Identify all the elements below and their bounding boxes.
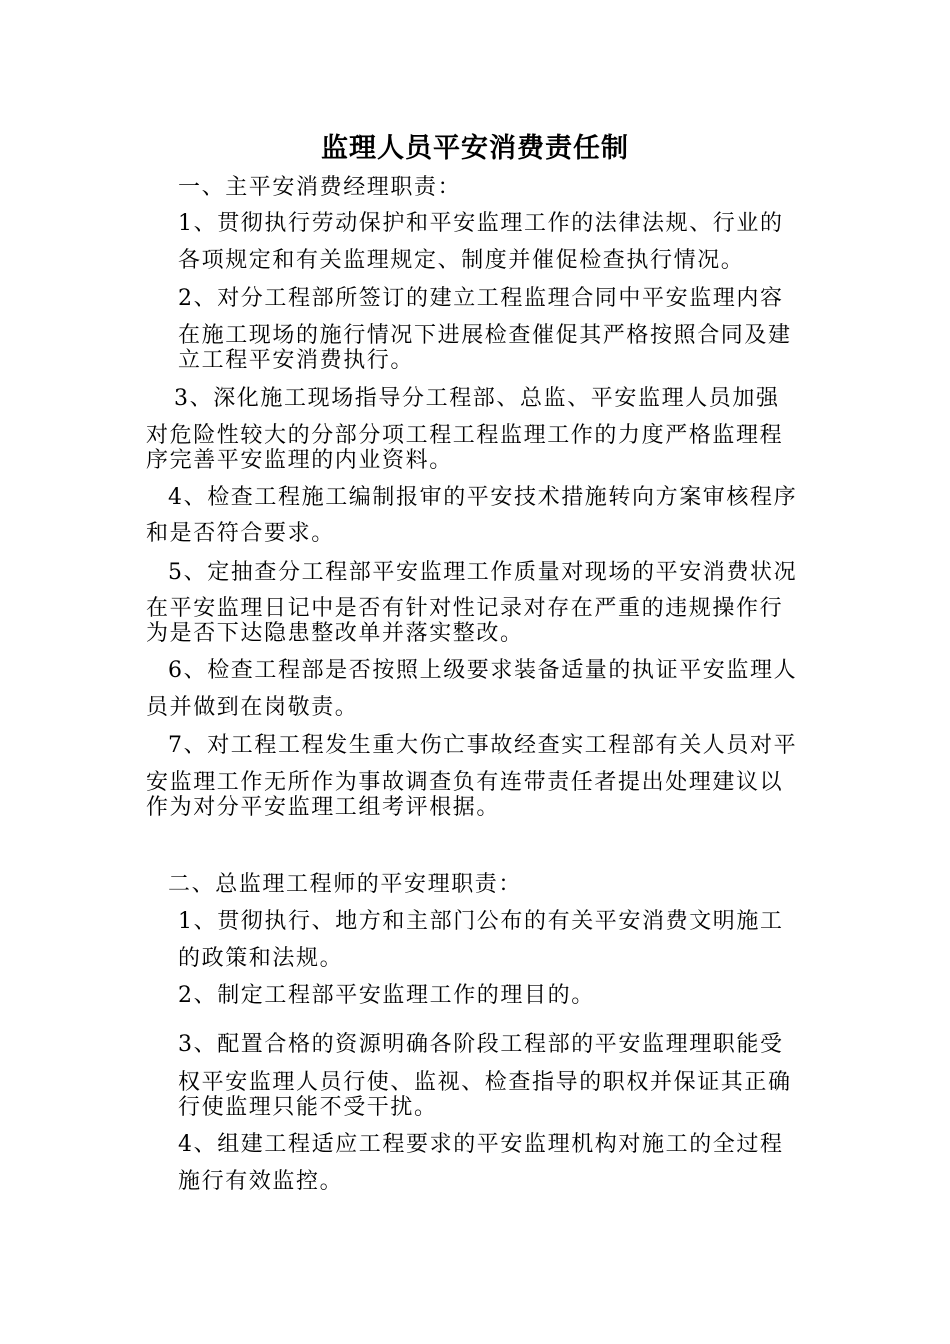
paragraph-line: 1、贯彻执行劳动保护和平安监理工作的法律法规、行业的 — [178, 211, 784, 236]
paragraph-line: 6、检查工程部是否按照上级要求装备适量的执证平安监理人 — [168, 658, 798, 683]
paragraph-line: 在平安监理日记中是否有针对性记录对存在严重的违规操作行 — [146, 596, 784, 621]
paragraph-line: 为是否下达隐患整改单并落实整改。 — [146, 621, 524, 646]
paragraph-line: 立工程平安消费执行。 — [178, 348, 415, 373]
paragraph-line: 3、深化施工现场指导分工程部、总监、平安监理人员加强 — [174, 386, 780, 411]
paragraph-line: 行使监理只能不受干扰。 — [178, 1095, 438, 1120]
paragraph-line: 各项规定和有关监理规定、制度并催促检查执行情况。 — [178, 248, 745, 273]
paragraph-line: 和是否符合要求。 — [146, 521, 335, 546]
paragraph-line: 权平安监理人员行使、监视、检查指导的职权并保证其正确 — [178, 1070, 792, 1095]
paragraph-line: 1、贯彻执行、地方和主部门公布的有关平安消费文明施工 — [178, 909, 784, 934]
paragraph-line: 员并做到在岗敬责。 — [146, 695, 359, 720]
paragraph-line: 4、组建工程适应工程要求的平安监理机构对施工的全过程 — [178, 1132, 784, 1157]
paragraph-line: 3、配置合格的资源明确各阶段工程部的平安监理理职能受 — [178, 1032, 784, 1057]
paragraph-line: 2、制定工程部平安监理工作的理目的。 — [178, 983, 595, 1008]
paragraph-line: 2、对分工程部所签订的建立工程监理合同中平安监理内容 — [178, 286, 784, 311]
paragraph-line: 在施工现场的施行情况下进展检查催促其严格按照合同及建 — [178, 323, 792, 348]
paragraph-line: 安监理工作无所作为事故调查负有连带责任者提出处理建议以 — [146, 770, 784, 795]
paragraph-line: 序完善平安监理的内业资料。 — [146, 448, 453, 473]
paragraph-line: 施行有效监控。 — [178, 1169, 344, 1194]
paragraph-line: 7、对工程工程发生重大伤亡事故经查实工程部有关人员对平 — [168, 733, 798, 758]
paragraph-line: 5、定抽查分工程部平安监理工作质量对现场的平安消费状况 — [168, 560, 798, 585]
paragraph-line: 4、检查工程施工编制报审的平安技术措施转向方案审核程序 — [168, 485, 798, 510]
section-heading: 一、主平安消费经理职责： — [178, 175, 462, 200]
section-heading: 二、总监理工程师的平安理职责： — [168, 872, 523, 897]
paragraph-line: 作为对分平安监理工组考评根据。 — [146, 795, 501, 820]
paragraph-line: 对危险性较大的分部分项工程工程监理工作的力度严格监理程 — [146, 423, 784, 448]
document-title: 监理人员平安消费责任制 — [321, 133, 629, 164]
paragraph-line: 的政策和法规。 — [178, 946, 344, 971]
